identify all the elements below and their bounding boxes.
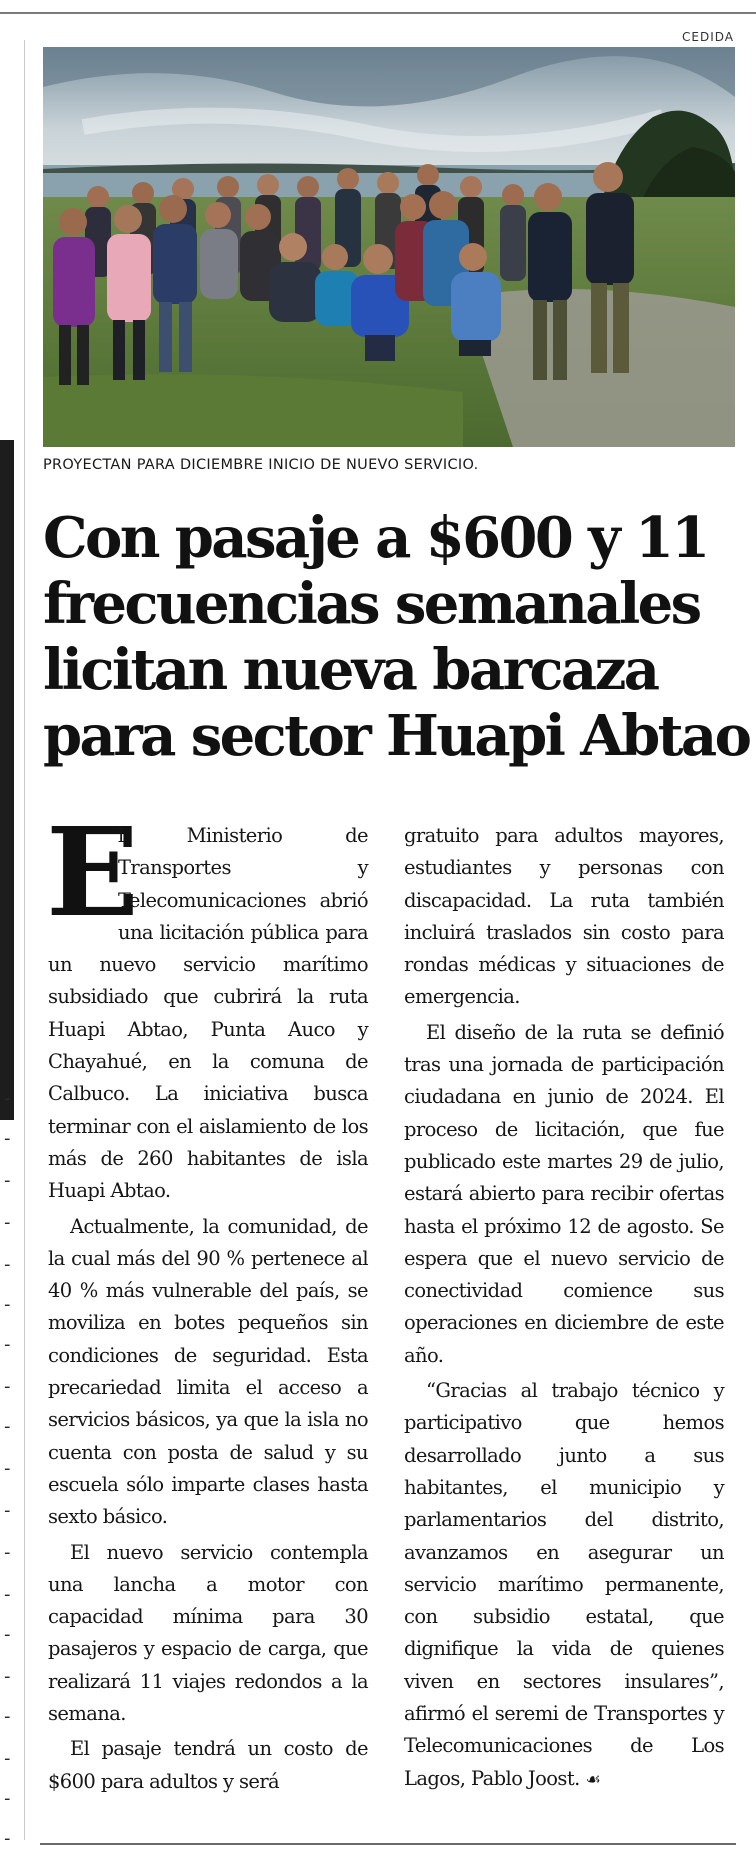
photo-credit: CEDIDA bbox=[682, 30, 734, 44]
adjacent-column-fragment: - bbox=[4, 1294, 11, 1315]
headline-line: frecuencias semanales bbox=[43, 571, 700, 637]
adjacent-column-fragment: - bbox=[4, 1500, 11, 1521]
adjacent-column-fragment: - bbox=[4, 1624, 11, 1645]
group-photo-illustration bbox=[43, 47, 735, 447]
article-paragraph bbox=[46, 800, 368, 1208]
adjacent-column-fragment: - bbox=[4, 1334, 11, 1355]
adjacent-column-fragment: - bbox=[4, 1458, 11, 1479]
adjacent-column-fragment: - bbox=[4, 1828, 11, 1849]
article-paragraph bbox=[404, 1375, 724, 1796]
adjacent-column-fragment: - bbox=[4, 1788, 11, 1809]
adjacent-column-fragment: - bbox=[4, 1376, 11, 1397]
column-gutter-rule bbox=[24, 40, 25, 1840]
article-paragraph-continuation: gratuito para adultos mayores, estudiantes y personas con discapacidad. La ruta también incluirá traslados sin costo para rondas médicas y situaciones de emergencia. bbox=[404, 824, 724, 1009]
article-column-left bbox=[46, 800, 368, 1801]
article-paragraph: El pasaje tendrá un costo de $600 para adultos y será bbox=[48, 1737, 368, 1793]
adjacent-column-fragment: - bbox=[4, 1128, 11, 1149]
headline-line: para sector Huapi Abtao bbox=[43, 703, 750, 769]
headline-line: licitan nueva barcaza bbox=[43, 637, 658, 703]
adjacent-column-fragment: - bbox=[4, 1088, 11, 1109]
quote-text: “Gracias al trabajo técnico y participativo que hemos desarrollado junto a sus habitantes, el municipio y parlamentarios del distrito, avanzamos en asegurar un servicio marítimo permanente, con subsidio estatal, que dignifique la vida de quienes viven en sectores insulares”, afirmó el seremi de Transportes y Telecomunicaciones de Los Lagos, Pablo Joost. bbox=[404, 1379, 724, 1790]
fleuron-icon: ☙ bbox=[585, 1769, 601, 1790]
article-paragraph: El nuevo servicio contempla una lancha a motor con capacidad mínima para 30 pasajeros y espacio de carga, que realizará 11 viajes redondos a la semana. bbox=[48, 1540, 368, 1726]
adjacent-column-fragment: - bbox=[4, 1706, 11, 1727]
bottom-rule bbox=[40, 1843, 736, 1845]
adjacent-column-fragment: - bbox=[4, 1212, 11, 1233]
article-paragraph-text: l Ministerio de Transportes y Telecomunicaciones abrió una licitación pública para un nuevo servicio marítimo subsidiado que cubrirá la ruta Huapi Abtao, Punta Auco y Chayahué, en la comuna de Calbuco. La iniciativa busca terminar con el aislamiento de los más de 260 habitantes de isla Huapi Abtao. bbox=[48, 824, 368, 1203]
article-column-right bbox=[404, 820, 724, 1799]
adjacent-column-fragments bbox=[0, 0, 22, 1860]
drop-cap: E bbox=[46, 800, 139, 944]
adjacent-column-fragment: - bbox=[4, 1170, 11, 1191]
headline-line: Con pasaje a $600 y 11 bbox=[43, 505, 708, 571]
adjacent-column-fragment: - bbox=[4, 1416, 11, 1437]
headline bbox=[43, 505, 750, 769]
article-paragraph: El diseño de la ruta se definió tras una jornada de participación ciudadana en junio de 2024. El proceso de licitación, que fue publicado este martes 29 de julio, estará abierto para recibir ofertas hasta el próximo 12 de agosto. Se espera que el nuevo servicio de conectividad comience sus operaciones en diciembre de este año. bbox=[404, 1020, 724, 1367]
adjacent-column-fragment: - bbox=[4, 1542, 11, 1563]
adjacent-column-fragment: - bbox=[4, 1254, 11, 1275]
photo-caption: PROYECTAN PARA DICIEMBRE INICIO DE NUEVO SERVICIO. bbox=[43, 457, 479, 473]
adjacent-column-fragment: - bbox=[4, 1748, 11, 1769]
top-rule bbox=[0, 12, 756, 14]
adjacent-column-fragment: - bbox=[4, 1584, 11, 1605]
group-photo bbox=[43, 47, 735, 447]
article-paragraph: Actualmente, la comunidad, de la cual más del 90 % pertenece al 40 % más vulnerable del país, se moviliza en botes pequeños sin condiciones de seguridad. Esta precariedad limita el acceso a servicios básicos, ya que la isla no cuenta con posta de salud y su escuela sólo imparte clases hasta sexto básico. bbox=[48, 1214, 368, 1529]
adjacent-column-fragment: - bbox=[4, 1666, 11, 1687]
